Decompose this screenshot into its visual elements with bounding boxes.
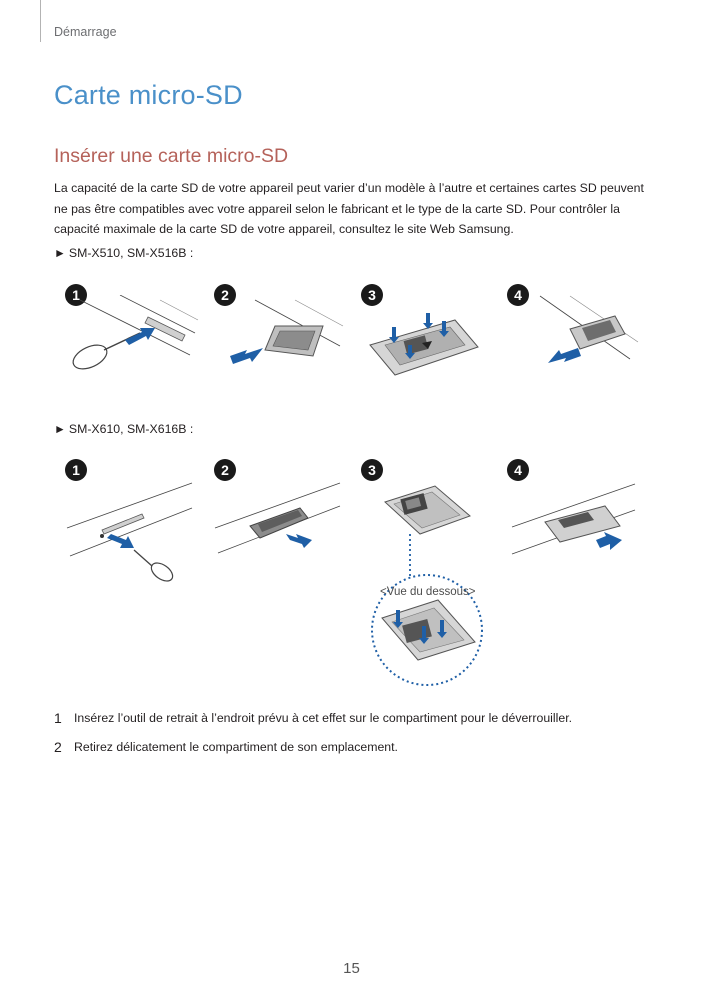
step-badge-3: 3 — [361, 284, 383, 306]
instruction-step-1 — [54, 710, 674, 726]
tray-insert-illustration — [510, 482, 640, 562]
step-badge-3: 3 — [361, 459, 383, 481]
step-badge-2: 2 — [214, 459, 236, 481]
eject-pin-insert-illustration — [62, 478, 197, 583]
step-text: Retirez délicatement le compartiment de son emplacement. — [74, 740, 398, 754]
model-label-1 — [54, 246, 193, 260]
instruction-steps — [54, 710, 674, 768]
tray-insert-illustration — [530, 294, 640, 374]
tray-pull-out-illustration — [205, 298, 345, 378]
running-head: Démarrage — [54, 25, 117, 39]
header-rule — [40, 0, 41, 42]
underside-view-illustration — [360, 530, 495, 690]
triangle-marker-icon: ► — [54, 422, 66, 436]
intro-paragraph: La capacité de la carte SD de votre appareil peut varier d’un modèle à l’autre et certaines cartes SD peuvent ne pas être compatibles avec votre appareil selon le fabricant et le type de la carte SD. Pour contrôler la capacité maximale de la carte SD de votre appareil, consultez le site Web Samsung. — [54, 181, 644, 236]
instruction-step-2 — [54, 739, 674, 755]
step-number: 1 — [54, 710, 62, 726]
card-placement-illustration — [360, 305, 485, 380]
underside-view-caption: <Vue du dessous> — [380, 586, 476, 598]
model-label-2 — [54, 422, 193, 436]
step-badge-2: 2 — [214, 284, 236, 306]
page-number: 15 — [343, 960, 360, 977]
chapter-title: Carte micro-SD — [54, 80, 243, 110]
step-badge-4: 4 — [507, 459, 529, 481]
section-title: Insérer une carte micro-SD — [54, 145, 289, 167]
triangle-marker-icon: ► — [54, 246, 66, 260]
step-badge-1: 1 — [65, 459, 87, 481]
model-label-text: SM-X610, SM-X616B : — [68, 422, 194, 436]
model-label-text: SM-X510, SM-X516B : — [68, 246, 194, 260]
step-badge-4: 4 — [507, 284, 529, 306]
eject-pin-insert-illustration — [60, 295, 200, 380]
step-badge-1: 1 — [65, 284, 87, 306]
step-text: Insérez l’outil de retrait à l’endroit prévu à cet effet sur le compartiment pour le déverrouiller. — [74, 711, 573, 725]
tray-pull-out-illustration — [210, 478, 345, 558]
step-number: 2 — [54, 739, 62, 755]
